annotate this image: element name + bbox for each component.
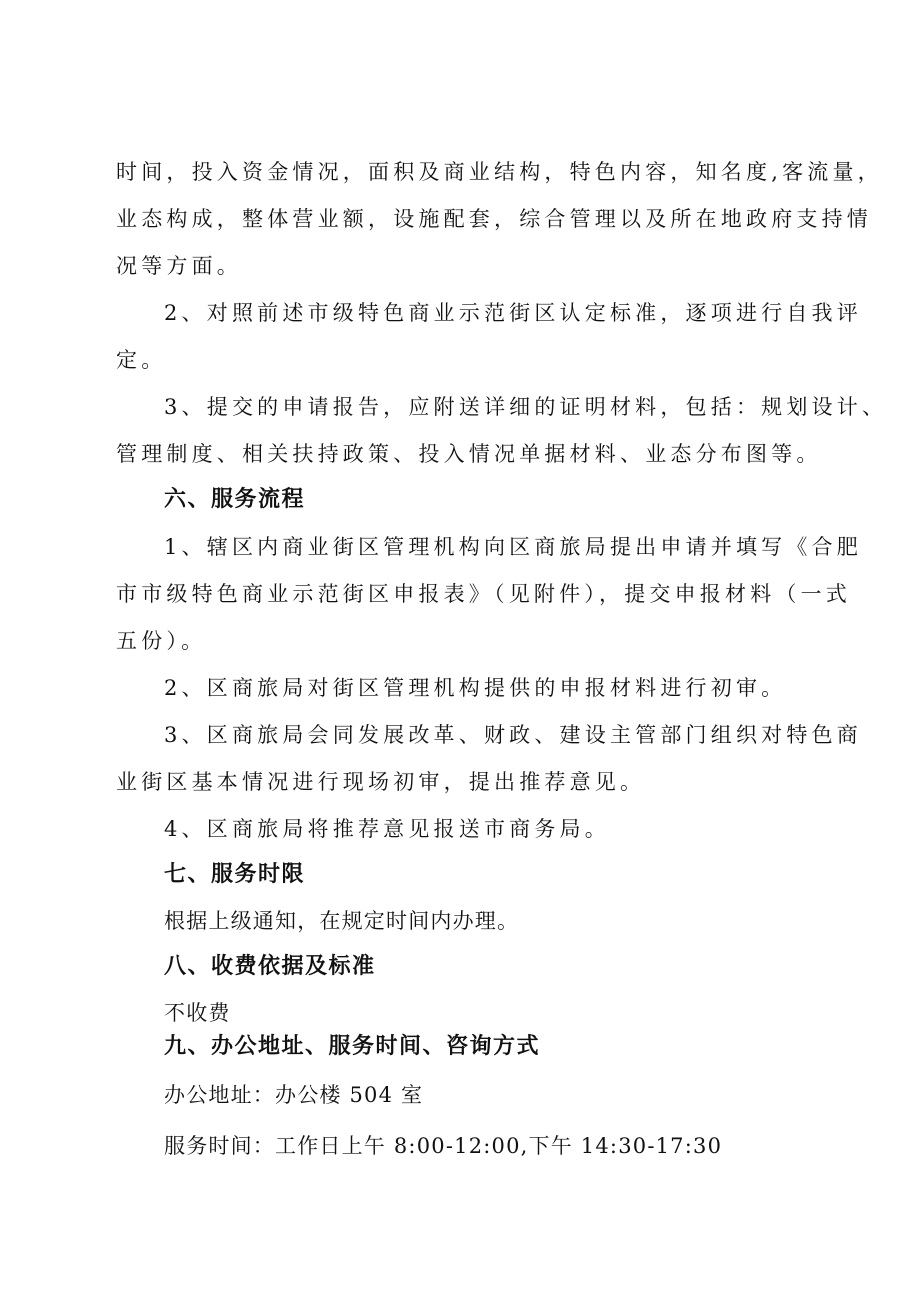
paragraph-line: 业街区基本情况进行现场初审，提出推荐意见。 — [116, 770, 646, 794]
section-heading: 七、服务时限 — [164, 862, 306, 887]
paragraph-line: 定。 — [116, 348, 167, 372]
section-heading: 八、收费依据及标准 — [164, 954, 376, 979]
paragraph-line: 五份）。 — [116, 629, 207, 653]
section-heading: 九、办公地址、服务时间、咨询方式 — [164, 1034, 541, 1059]
paragraph-line: 4、区商旅局将推荐意见报送市商务局。 — [164, 817, 610, 841]
service-hours: 服务时间：工作日上午 8:00-12:00,下午 14:30-17:30 — [164, 1134, 723, 1158]
paragraph-line: 不收费 — [164, 1001, 231, 1025]
paragraph-line: 业态构成，整体营业额，设施配套，综合管理以及所在地政府支持情 — [116, 207, 872, 231]
paragraph-line: 管理制度、相关扶持政策、投入情况单据材料、业态分布图等。 — [116, 442, 822, 466]
paragraph-line: 1、辖区内商业街区管理机构向区商旅局提出申请并填写《合肥 — [164, 535, 862, 559]
paragraph-line: 3、区商旅局会同发展改革、财政、建设主管部门组织对特色商 — [164, 723, 862, 747]
paragraph-line: 2、对照前述市级特色商业示范街区认定标准，逐项进行自我评 — [164, 301, 862, 325]
section-heading: 六、服务流程 — [164, 487, 306, 512]
paragraph-line: 根据上级通知，在规定时间内办理。 — [164, 909, 520, 933]
paragraph-line: 况等方面。 — [116, 254, 242, 278]
paragraph-line: 时间，投入资金情况，面积及商业结构，特色内容，知名度,客流量， — [116, 160, 883, 184]
office-address: 办公地址：办公楼 504 室 — [164, 1083, 424, 1107]
paragraph-line: 2、区商旅局对街区管理机构提供的申报材料进行初审。 — [164, 676, 787, 700]
paragraph-line: 3、提交的申请报告，应附送详细的证明材料，包括：规划设计、 — [164, 395, 888, 419]
paragraph-line: 市市级特色商业示范街区申报表》（见附件），提交申报材料（一式 — [116, 582, 851, 606]
